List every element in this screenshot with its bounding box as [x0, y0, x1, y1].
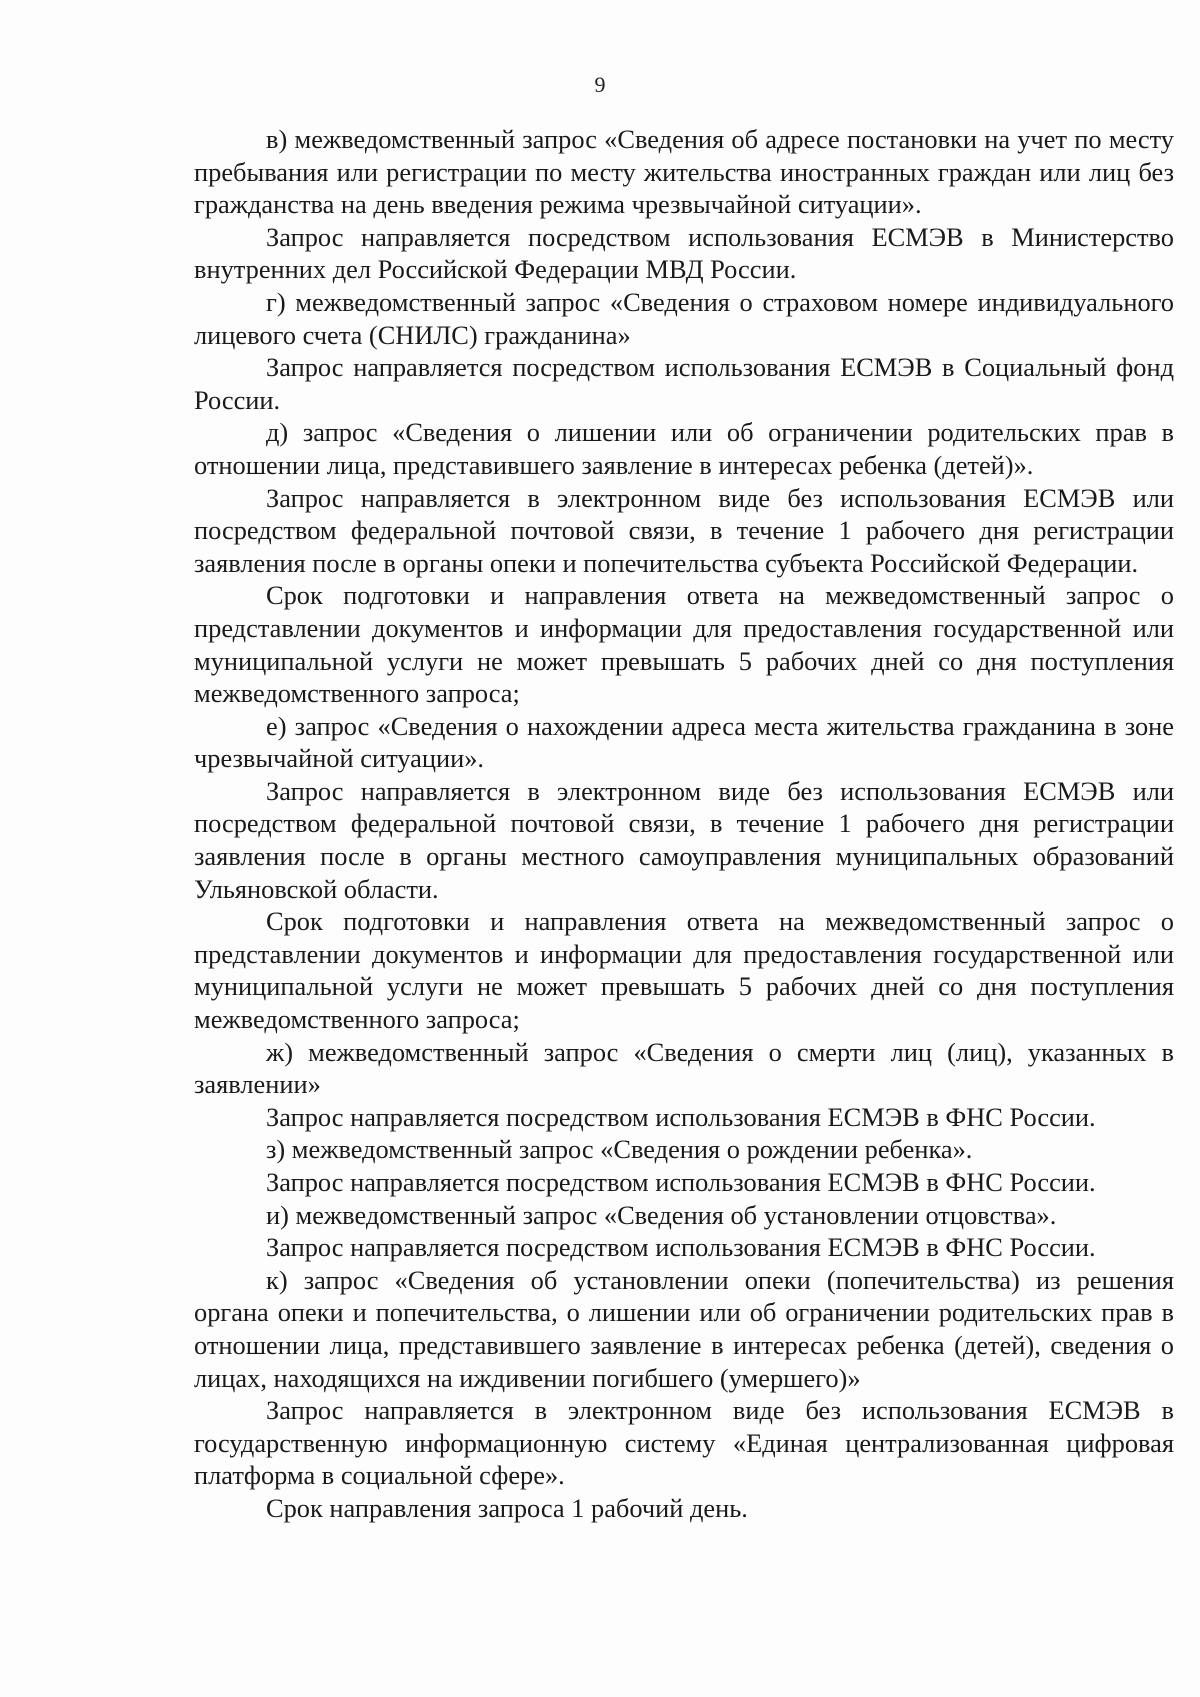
paragraph-g-sfr-channel: Запрос направляется посредством использования ЕСМЭВ в Социальный фонд России.	[194, 352, 1174, 415]
paragraph-e-response-deadline: Срок подготовки и направления ответа на межведомственный запрос о представлении документов и информации для предоставления государственной или муниципальной услуги не может превышать 5 рабочих дней со дня поступления межведомственного запроса;	[194, 906, 1174, 1035]
paragraph-d-response-deadline: Срок подготовки и направления ответа на межведомственный запрос о представлении документов и информации для предоставления государственной или муниципальной услуги не может превышать 5 рабочих дней со дня поступления межведомственного запроса;	[194, 580, 1174, 709]
paragraph-k-platform-channel: Запрос направляется в электронном виде без использования ЕСМЭВ в государственную информационную систему «Единая централизованная цифровая платформа в социальной сфере».	[194, 1395, 1174, 1491]
paragraph-k-guardianship-query: к) запрос «Сведения об установлении опеки (попечительства) из решения органа опеки и попечительства, о лишении или об ограничении родительских прав в отношении лица, представившего заявление в интересах ребенка (детей), сведения о лицах, находящихся на иждивении погибшего (умершего)»	[194, 1264, 1174, 1393]
paragraph-d-guardianship-channel: Запрос направляется в электронном виде без использования ЕСМЭВ или посредством федеральной почтовой связи, в течение 1 рабочего дня регистрации заявления после в органы опеки и попечительства субъекта Российской Федерации.	[194, 482, 1174, 578]
paragraph-z-birth-query: з) межведомственный запрос «Сведения о рождении ребенка».	[266, 1134, 973, 1165]
paragraph-v-mvd-query: в) межведомственный запрос «Сведения об адресе постановки на учет по месту пребывания или регистрации по месту жительства иностранных граждан или лиц без гражданства на день введения режима чрезвычайной ситуации».	[194, 124, 1174, 220]
paragraph-i-paternity-query: и) межведомственный запрос «Сведения об установлении отцовства».	[266, 1199, 1057, 1230]
paragraph-e-emergency-zone-query: е) запрос «Сведения о нахождении адреса места жительства гражданина в зоне чрезвычайной ситуации».	[194, 710, 1174, 774]
paragraph-v-mvd-channel: Запрос направляется посредством использования ЕСМЭВ в Министерство внутренних дел Российской Федерации МВД России.	[194, 221, 1174, 285]
document-body	[194, 123, 1174, 1525]
paragraph-e-local-government-channel: Запрос направляется в электронном виде без использования ЕСМЭВ или посредством федеральной почтовой связи, в течение 1 рабочего дня регистрации заявления после в органы местного самоуправления муниципальных образований Ульяновской области.	[194, 775, 1174, 904]
paragraph-i-fns-channel: Запрос направляется посредством использования ЕСМЭВ в ФНС России.	[266, 1232, 1096, 1263]
paragraph-g-snils-query: г) межведомственный запрос «Сведения о страховом номере индивидуального лицевого счета (СНИЛС) гражданина»	[194, 286, 1174, 350]
paragraph-zh-death-query: ж) межведомственный запрос «Сведения о смерти лиц (лиц), указанных в заявлении»	[194, 1036, 1174, 1100]
paragraph-zh-fns-channel: Запрос направляется посредством использования ЕСМЭВ в ФНС России.	[266, 1101, 1096, 1132]
paragraph-z-fns-channel: Запрос направляется посредством использования ЕСМЭВ в ФНС России.	[266, 1167, 1096, 1197]
paragraph-k-deadline: Срок направления запроса 1 рабочий день.	[266, 1492, 748, 1523]
page-number: 9	[594, 72, 606, 97]
paragraph-d-parental-rights-query: д) запрос «Сведения о лишении или об ограничении родительских прав в отношении лица, представившего заявление в интересах ребенка (детей)».	[194, 417, 1174, 480]
